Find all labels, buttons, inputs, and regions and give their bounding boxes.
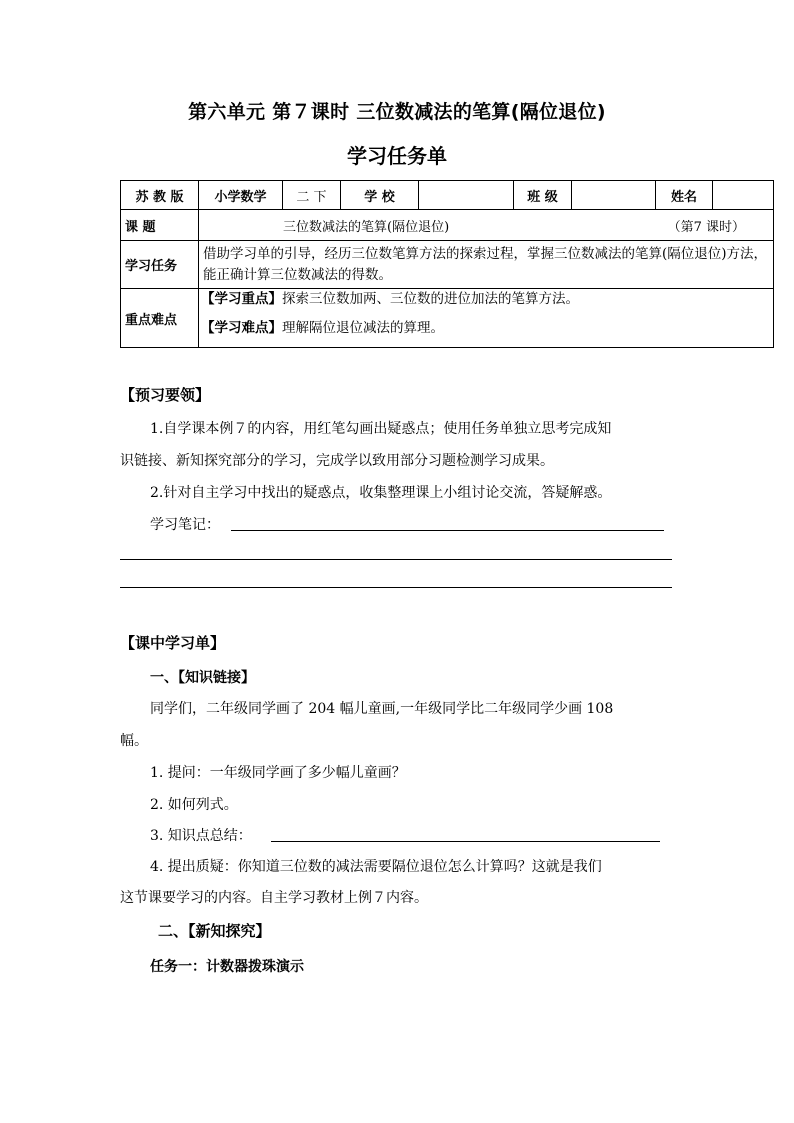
publisher-cell: 苏 教 版 <box>121 181 199 210</box>
difficult-point <box>201 318 771 338</box>
difficult-point-tag: 【学习难点】 <box>201 320 282 336</box>
explore-heading: 二、【新知探究】 <box>158 922 271 940</box>
lesson-number: （第7 课时） <box>667 219 745 235</box>
question-4-line1: 4. 提出质疑：你知道三位数的减法需要隔位退位怎么计算吗？这就是我们 <box>150 859 602 875</box>
info-row-basic <box>121 181 774 210</box>
task-label: 学习任务 <box>121 241 199 289</box>
question-4-line2: 这节课要学习的内容。自主学习教材上例７内容。 <box>120 890 428 906</box>
notes-label: 学习笔记： <box>150 517 220 533</box>
preview-p2: 2.针对自主学习中找出的疑惑点，收集整理课上小组讨论交流，答疑解惑。 <box>150 485 612 501</box>
class-field[interactable] <box>572 181 656 210</box>
topic-label: 课 题 <box>121 210 199 241</box>
focus-label: 重点难点 <box>121 289 199 348</box>
page-title: 第六单元 第７课时 三位数减法的笔算(隔位退位) <box>188 101 606 123</box>
topic-cell <box>199 210 774 241</box>
topic-text: 三位数减法的笔算(隔位退位) <box>283 219 450 235</box>
school-label: 学 校 <box>341 181 419 210</box>
summary-answer-line[interactable] <box>271 841 660 842</box>
knowledge-p1-line2: 幅。 <box>120 733 148 749</box>
page-subtitle: 学习任务单 <box>347 144 447 168</box>
info-table <box>120 180 774 348</box>
question-3: 3. 知识点总结： <box>150 828 252 844</box>
preview-p1-line2: 识链接、新知探究部分的学习，完成学以致用部分习题检测学习成果。 <box>120 453 554 469</box>
notes-line-2[interactable] <box>120 559 672 560</box>
preview-heading: 【预习要领】 <box>120 386 211 404</box>
notes-line-1[interactable] <box>231 530 664 531</box>
question-2: 2. 如何列式。 <box>150 797 238 813</box>
info-row-task <box>121 241 774 289</box>
key-point-tag: 【学习重点】 <box>201 291 282 307</box>
key-point-text: 探索三位数加两、三位数的进位加法的笔算方法。 <box>282 291 579 307</box>
task-1-heading: 任务一：计数器拨珠演示 <box>150 959 304 975</box>
key-point <box>201 289 771 318</box>
info-row-focus <box>121 289 774 348</box>
grade-cell: 二 下 <box>283 181 341 210</box>
knowledge-p1-line1: 同学们，二年级同学画了 204 幅儿童画,一年级同学比二年级同学少画 108 <box>150 701 614 717</box>
class-heading: 【课中学习单】 <box>120 634 226 652</box>
preview-p1-line1: 1.自学课本例７的内容，用红笔勾画出疑惑点；使用任务单独立思考完成知 <box>150 421 612 437</box>
difficult-point-text: 理解隔位退位减法的算理。 <box>282 320 444 336</box>
class-label: 班 级 <box>514 181 572 210</box>
notes-line-3[interactable] <box>120 587 672 588</box>
name-field[interactable] <box>713 181 774 210</box>
subject-cell: 小学数学 <box>199 181 283 210</box>
knowledge-link-heading: 一、【知识链接】 <box>150 670 255 686</box>
info-row-topic <box>121 210 774 241</box>
task-text: 借助学习单的引导，经历三位数笔算方法的探索过程，掌握三位数减法的笔算(隔位退位)方法，能正确计算三位数减法的得数。 <box>199 241 774 289</box>
question-1: 1. 提问：一年级同学画了多少幅儿童画？ <box>150 765 406 781</box>
focus-cell <box>199 289 774 348</box>
name-label: 姓名 <box>656 181 713 210</box>
school-field[interactable] <box>419 181 514 210</box>
